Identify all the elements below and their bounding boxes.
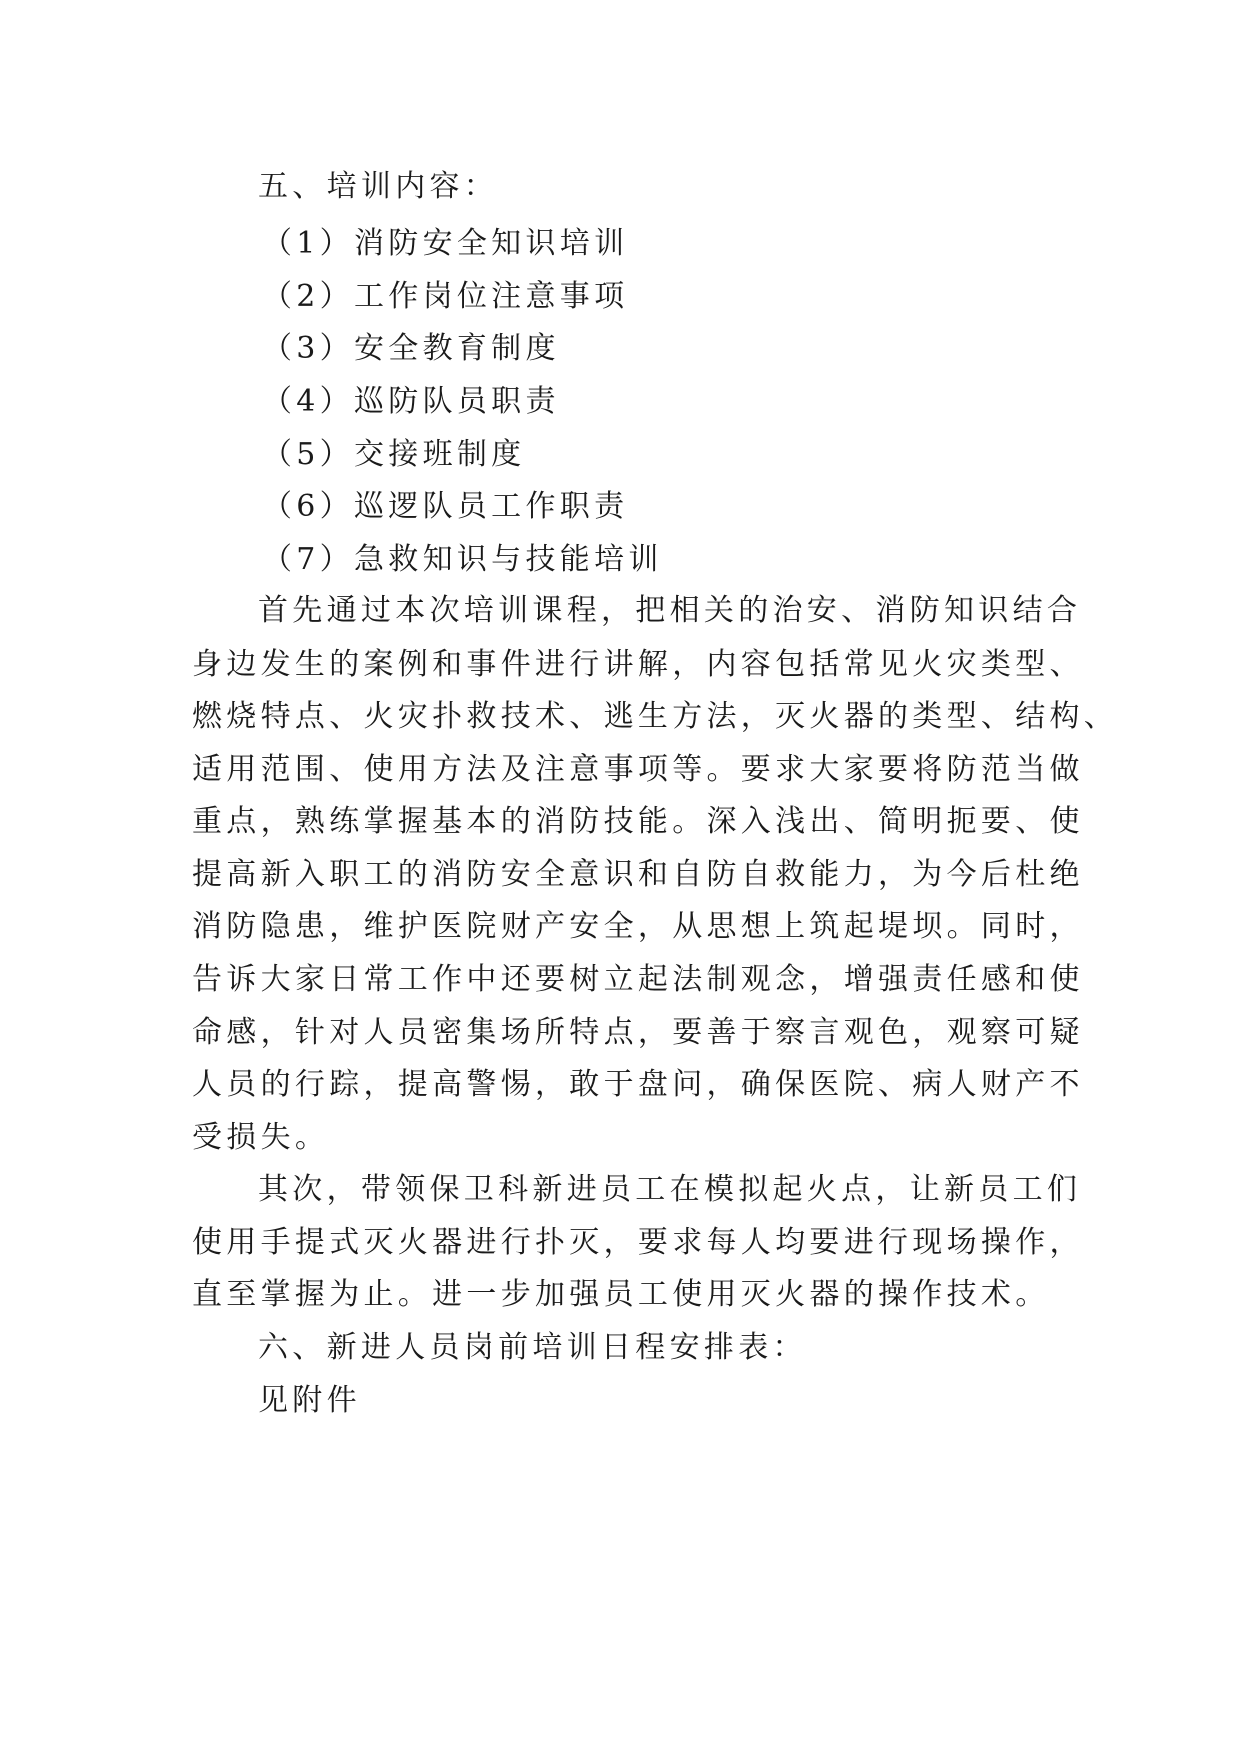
paragraph-1-line: 人员的行踪，提高警惕，敢于盘问，确保医院、病人财产不	[192, 1067, 1084, 1102]
paragraph-1-line: 燃烧特点、火灾扑救技术、逃生方法，灭火器的类型、结构、	[192, 699, 1119, 734]
training-item-5: （5）交接班制度	[262, 437, 526, 472]
paragraph-1-line: 重点，熟练掌握基本的消防技能。深入浅出、简明扼要、使	[192, 804, 1084, 839]
paragraph-1-line: 适用范围、使用方法及注意事项等。要求大家要将防范当做	[192, 752, 1084, 787]
section-6-heading: 六、新进人员岗前培训日程安排表：	[258, 1330, 807, 1365]
attachment-note: 见附件	[258, 1383, 361, 1418]
paragraph-1-line: 身边发生的案例和事件进行讲解，内容包括常见火灾类型、	[192, 647, 1084, 682]
training-item-1: （1）消防安全知识培训	[262, 226, 629, 261]
paragraph-2-line: 使用手提式灭火器进行扑灭，要求每人均要进行现场操作，	[192, 1225, 1084, 1260]
paragraph-2-line: 其次，带领保卫科新进员工在模拟起火点，让新员工们	[258, 1172, 1082, 1207]
paragraph-1-line: 命感，针对人员密集场所特点，要善于察言观色，观察可疑	[192, 1015, 1084, 1050]
paragraph-1-line: 受损失。	[192, 1120, 330, 1155]
training-item-3: （3）安全教育制度	[262, 331, 560, 366]
paragraph-1-line: 提高新入职工的消防安全意识和自防自救能力，为今后杜绝	[192, 857, 1084, 892]
paragraph-2-line: 直至掌握为止。进一步加强员工使用灭火器的操作技术。	[192, 1277, 1050, 1312]
training-item-7: （7）急救知识与技能培训	[262, 542, 663, 577]
paragraph-1-line: 首先通过本次培训课程，把相关的治安、消防知识结合	[258, 593, 1082, 628]
section-5-heading: 五、培训内容：	[258, 169, 499, 204]
training-item-2: （2）工作岗位注意事项	[262, 279, 629, 314]
training-item-6: （6）巡逻队员工作职责	[262, 489, 629, 524]
training-item-4: （4）巡防队员职责	[262, 384, 560, 419]
paragraph-1-line: 消防隐患，维护医院财产安全，从思想上筑起堤坝。同时，	[192, 909, 1084, 944]
paragraph-1-line: 告诉大家日常工作中还要树立起法制观念，增强责任感和使	[192, 962, 1084, 997]
